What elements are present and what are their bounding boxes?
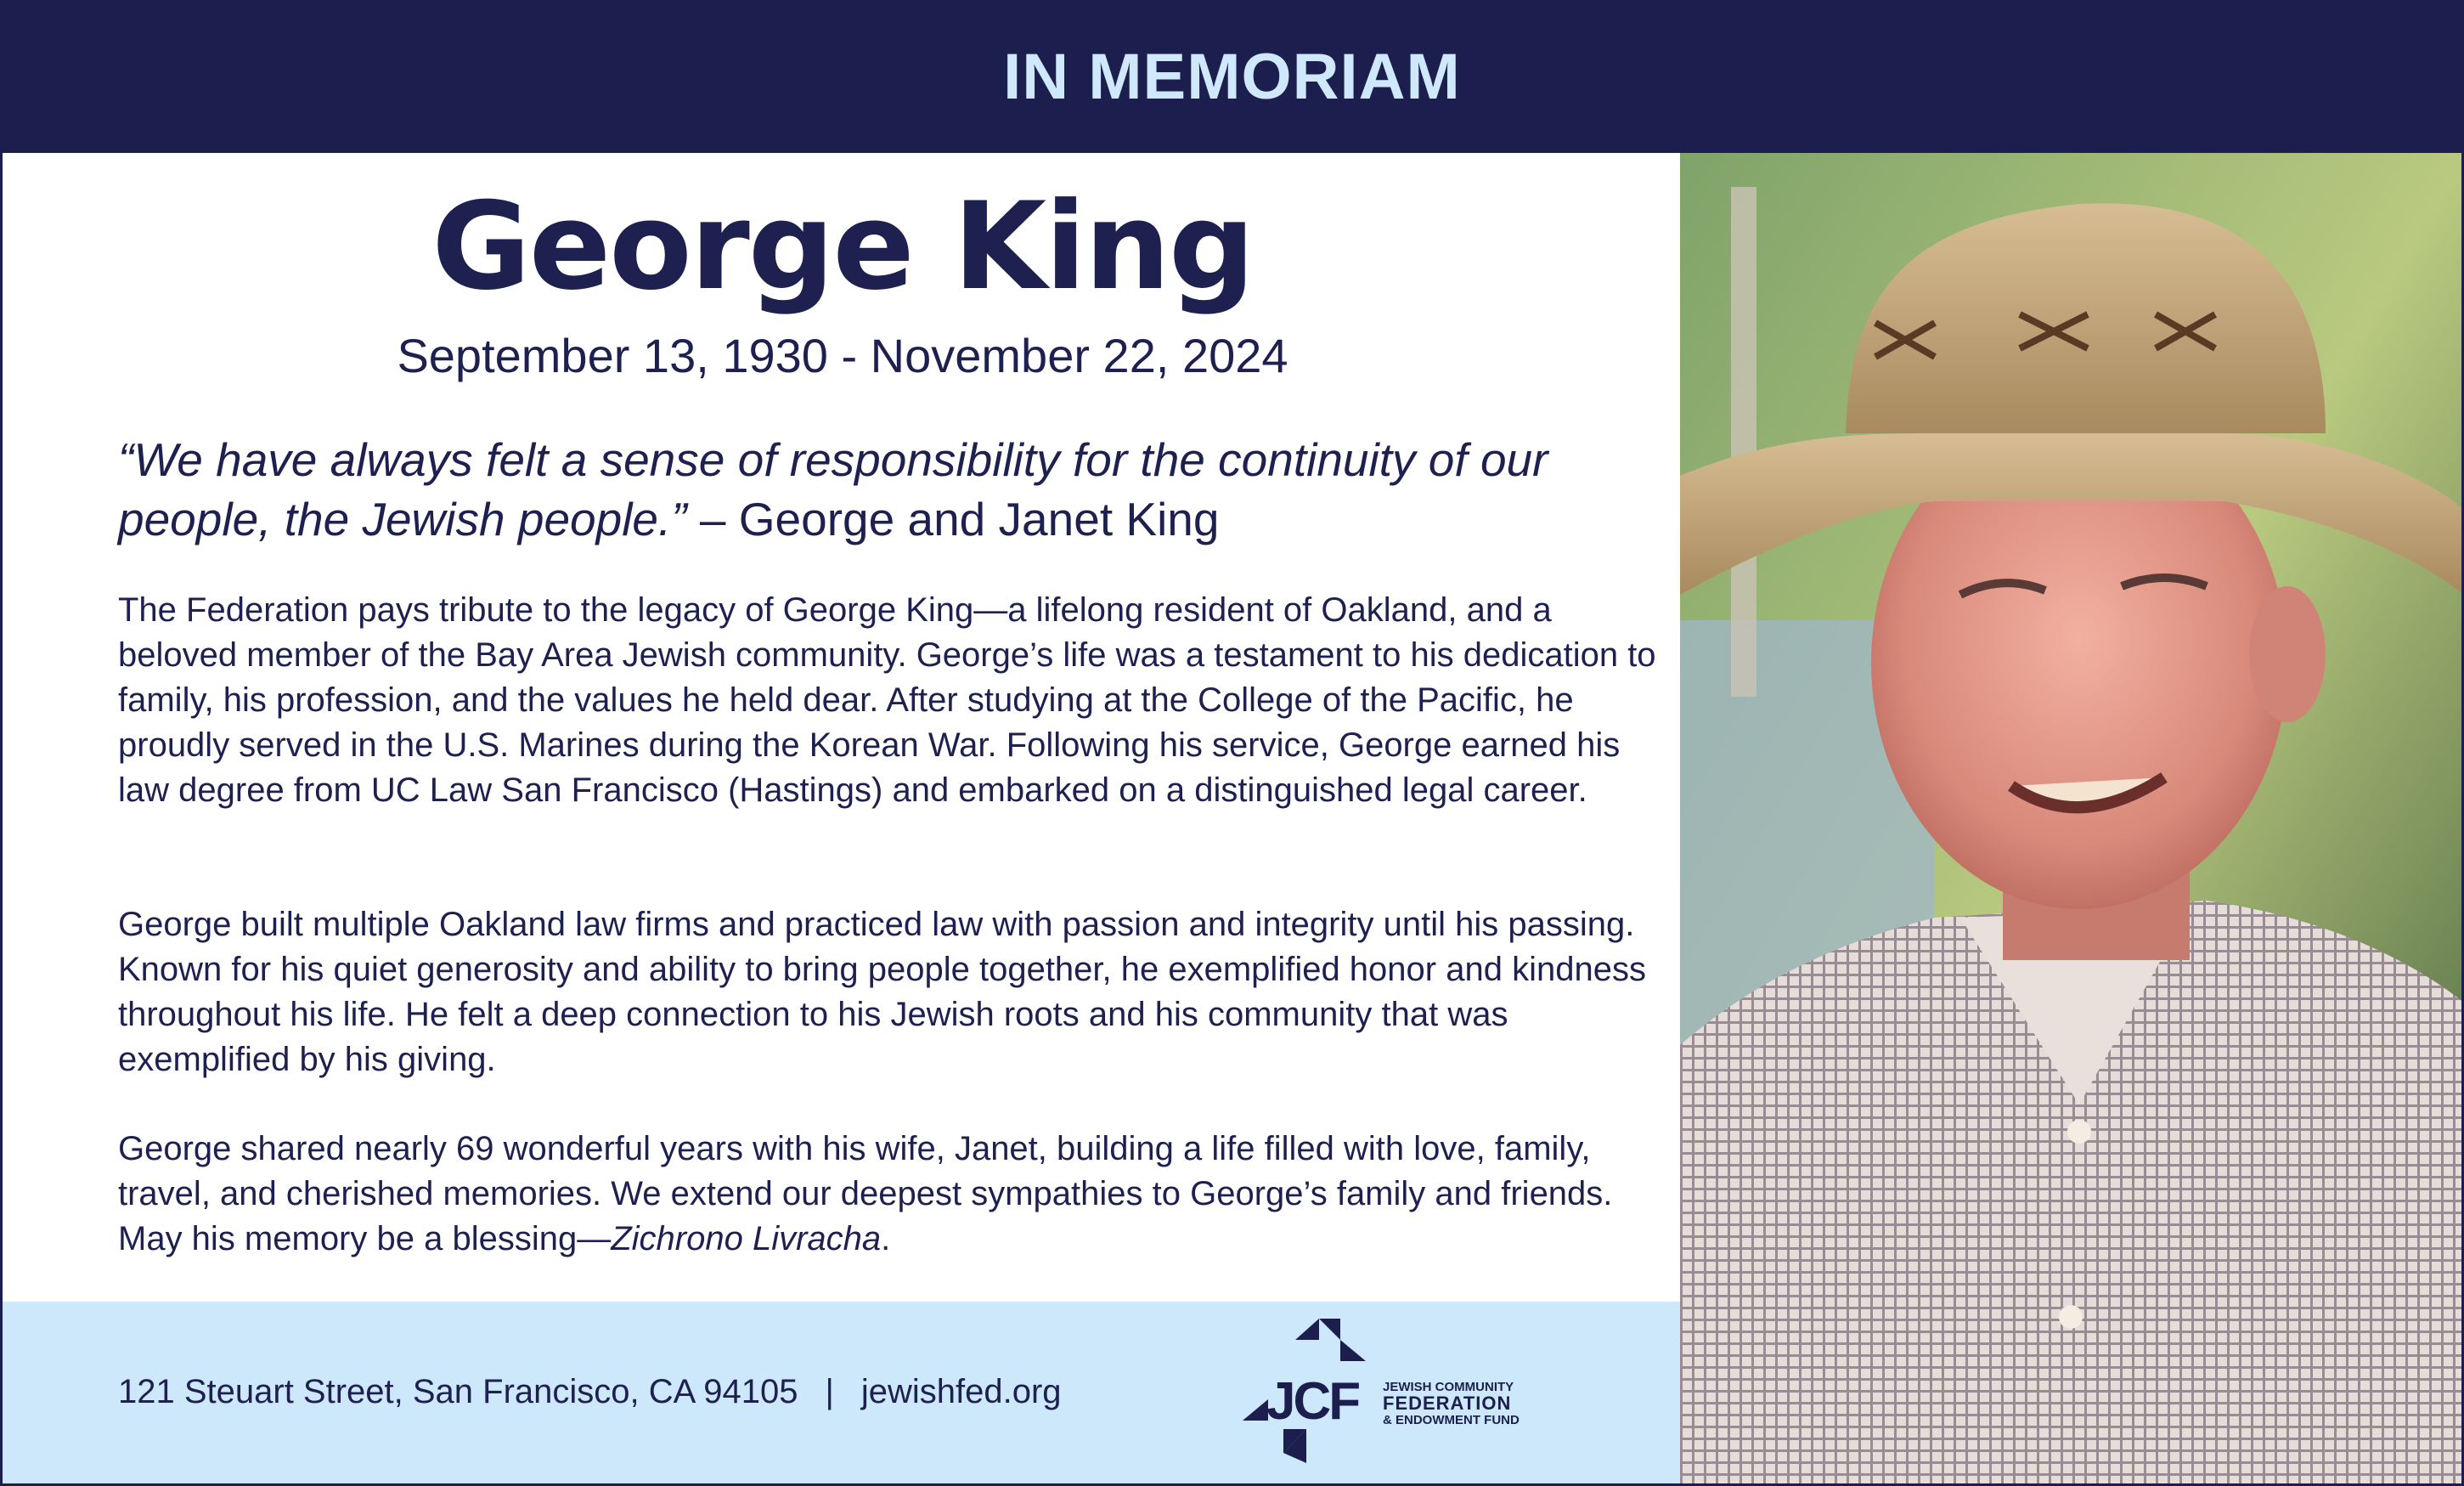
logo-line-1: JEWISH COMMUNITY: [1383, 1380, 1514, 1394]
jcf-logo-letters: JCF: [1266, 1372, 1359, 1431]
logo-line-3: & ENDOWMENT FUND: [1383, 1413, 1520, 1427]
life-dates: September 13, 1930 - November 22, 2024: [397, 329, 1288, 382]
portrait-photo: [1680, 153, 2464, 1486]
quote-attribution: – George and Janet King: [699, 493, 1220, 545]
paragraph-3-text: George shared nearly 69 wonderful years with his wife, Janet, building a life filled with love, family, travel, and cherished memories. We extend our deepest sympathies to George’s family and friends. May his memory be a blessing—: [118, 1130, 1613, 1257]
person-name: George King: [431, 177, 1254, 317]
paragraph-2: George built multiple Oakland law firms and practiced law with passion and integrity until his passing. Known for his quiet generosity and ability to bring people together, he exemplified honor and kindness throughout his life. He felt a deep connection to his Jewish roots and his community that was exemplified by his giving.: [118, 906, 1646, 1078]
paragraph-1: The Federation pays tribute to the legacy of George King—a lifelong resident of Oakland, and a beloved member of the Bay Area Jewish community. George’s life was a testament to his dedication to family, his profession, and the values he held dear. After studying at the College of the Pacific, he proudly served in the U.S. Marines during the Korean War. Following his service, George earned his law degree from UC Law San Francisco (Hastings) and embarked on a distinguished legal career.: [118, 591, 1656, 809]
quote-text: “We have always felt a sense of responsibility for the continuity of our people, the Jewish people.”: [118, 433, 1548, 545]
paragraph-3-end: .: [881, 1220, 891, 1257]
obituary-content: [0, 153, 1680, 1302]
footer-address: 121 Steuart Street, San Francisco, CA 94105: [118, 1373, 798, 1410]
paragraph-3-italic: Zichrono Livracha: [611, 1220, 882, 1257]
jcf-logo-text: [1383, 1380, 1520, 1427]
footer: [0, 1302, 1680, 1486]
banner-title: IN MEMORIAM: [1003, 40, 1461, 113]
banner: [0, 0, 2464, 153]
footer-contact: [118, 1373, 1062, 1411]
portrait-image: [1680, 153, 2464, 1486]
jcf-logo-mark-icon: [1243, 1319, 1387, 1472]
paragraph-3: [118, 1127, 1664, 1262]
logo-line-2: FEDERATION: [1383, 1393, 1512, 1414]
footer-website-link[interactable]: jewishfed.org: [860, 1373, 1062, 1410]
footer-separator: |: [825, 1373, 834, 1410]
quote: [118, 430, 1647, 549]
jcf-logo: [1243, 1319, 1557, 1472]
